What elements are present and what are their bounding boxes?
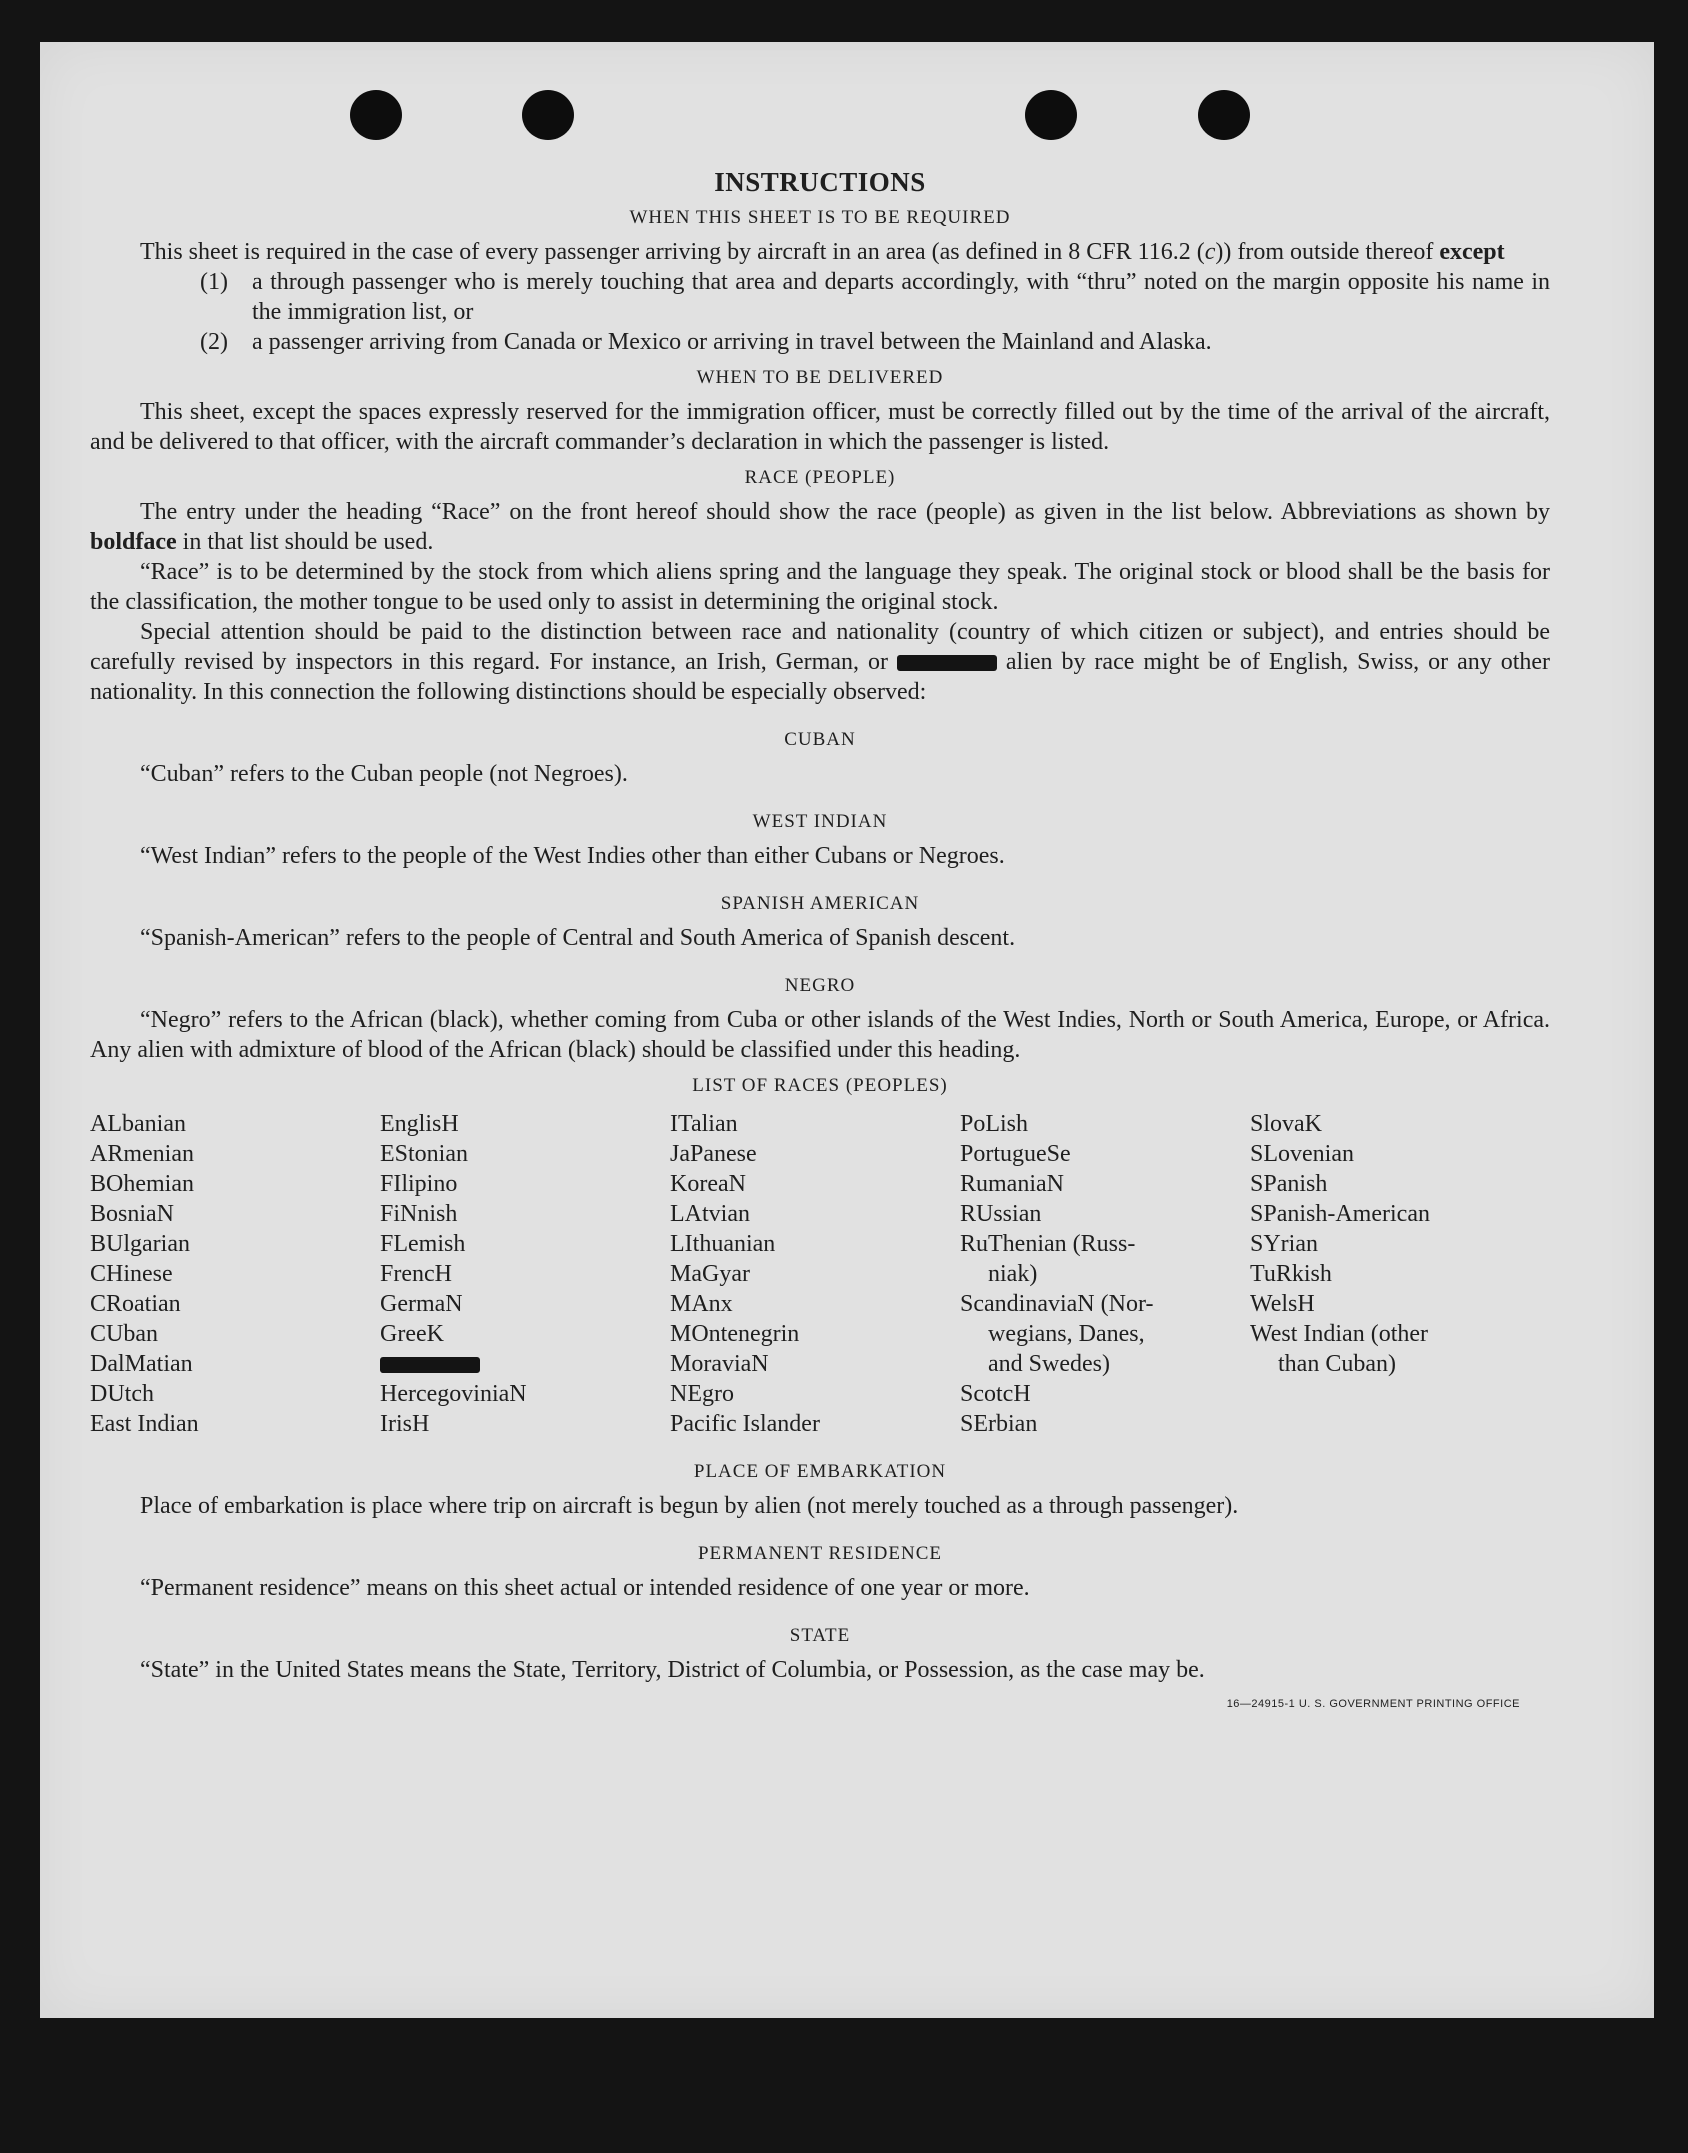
races-column xyxy=(960,1109,1250,1439)
race-entry: GermaN xyxy=(380,1291,463,1317)
race-entry: FrencH xyxy=(380,1261,452,1287)
race-entry: West Indian (other xyxy=(1250,1321,1429,1347)
race-entry: TuRkish xyxy=(1250,1261,1332,1287)
race-entry: WelsH xyxy=(1250,1291,1315,1317)
race-entry: SLovenian xyxy=(1250,1141,1354,1167)
punch-hole xyxy=(522,90,574,140)
race-entry: JaPanese xyxy=(670,1141,757,1167)
race-entry-continued: wegians, Danes, xyxy=(988,1321,1145,1347)
exception-item: (2) a passenger arriving from Canada or Mexico or arriving in travel between the Mainland and Alaska. xyxy=(200,329,1212,355)
required-intro: This sheet is required in the case of every passenger arriving by aircraft in an area (as defined in 8 CFR 116.2 (c)) from outside thereof except xyxy=(140,239,1505,265)
race-entry: KoreaN xyxy=(670,1171,746,1197)
race-entry: ScandinaviaN (Nor- xyxy=(960,1291,1154,1317)
section-heading-west-indian: WEST INDIAN xyxy=(752,811,888,832)
race-entry: DalMatian xyxy=(90,1351,193,1377)
race-entry: BUlgarian xyxy=(90,1231,190,1257)
race-entry: EStonian xyxy=(380,1141,468,1167)
races-column xyxy=(670,1109,960,1439)
race-entry: RuThenian (Russ- xyxy=(960,1231,1136,1257)
race-entry: BosniaN xyxy=(90,1201,174,1227)
page-title: INSTRUCTIONS xyxy=(714,167,926,197)
race-entry: MOntenegrin xyxy=(670,1321,800,1347)
race-entry: ITalian xyxy=(670,1111,738,1137)
race-entry: DUtch xyxy=(90,1381,154,1407)
section-heading-races-list: LIST OF RACES (PEOPLES) xyxy=(692,1075,948,1096)
races-column xyxy=(90,1109,380,1439)
race-entry: FiNnish xyxy=(380,1201,458,1227)
document-sheet xyxy=(40,42,1654,2018)
printer-footer xyxy=(90,1685,1550,1719)
race-entry: SErbian xyxy=(960,1411,1038,1437)
races-column xyxy=(1250,1109,1550,1439)
race-entry: IrisH xyxy=(380,1411,430,1437)
race-entry: CUban xyxy=(90,1321,158,1347)
section-heading-delivered: WHEN TO BE DELIVERED xyxy=(696,367,944,388)
cuban-text: “Cuban” refers to the Cuban people (not Negroes). xyxy=(140,761,628,787)
section-heading-residence: PERMANENT RESIDENCE xyxy=(697,1543,943,1564)
race-entry: CHinese xyxy=(90,1261,173,1287)
race-entry: GreeK xyxy=(380,1321,444,1347)
punch-hole xyxy=(1025,90,1077,140)
west-indian-text: “West Indian” refers to the people of the West Indies other than either Cubans or Negroes. xyxy=(140,843,1005,869)
section-heading-embarkation: PLACE OF EMBARKATION xyxy=(693,1461,947,1482)
race-entry: SPanish-American xyxy=(1250,1201,1430,1227)
section-heading-required: WHEN THIS SHEET IS TO BE REQUIRED xyxy=(629,207,1011,228)
state-text: “State” in the United States means the State, Territory, District of Columbia, or Possession, as the case may be. xyxy=(140,1657,1205,1683)
race-entry-continued: than Cuban) xyxy=(1278,1351,1396,1377)
race-entry: FLemish xyxy=(380,1231,466,1257)
race-paragraph-2: “Race” is to be determined by the stock from which aliens spring and the language they speak. The original stock or blood shall be the basis for the classification, the mother tongue to be used only to assist in determining the original stock. xyxy=(90,559,1550,615)
races-column xyxy=(380,1109,670,1439)
race-entry: EnglisH xyxy=(380,1111,459,1137)
race-entry: RumaniaN xyxy=(960,1171,1064,1197)
race-entry: SPanish xyxy=(1250,1171,1328,1197)
race-entry: NEgro xyxy=(670,1381,734,1407)
race-entry: HercegoviniaN xyxy=(380,1381,527,1407)
race-entry: LIthuanian xyxy=(670,1231,776,1257)
exception-item: (1) a through passenger who is merely touching that area and departs accordingly, with “thru” noted on the margin opposite his name in the immigration list, or xyxy=(200,269,1550,325)
race-entry: East Indian xyxy=(90,1411,199,1437)
race-entry: SYrian xyxy=(1250,1231,1318,1257)
residence-text: “Permanent residence” means on this sheet actual or intended residence of one year or more. xyxy=(140,1575,1030,1601)
race-entry: LAtvian xyxy=(670,1201,750,1227)
delivered-text: This sheet, except the spaces expressly reserved for the immigration officer, must be correctly filled out by the time of the arrival of the aircraft, and be delivered to that officer, with the aircraft commander’s declaration in which the passenger is listed. xyxy=(90,399,1550,455)
embarkation-text: Place of embarkation is place where trip on aircraft is begun by alien (not merely touched as a through passenger). xyxy=(140,1493,1239,1519)
race-entry: PortugueSe xyxy=(960,1141,1071,1167)
instructions-content xyxy=(90,167,1550,1719)
spanish-american-text: “Spanish-American” refers to the people of Central and South America of Spanish descent. xyxy=(140,925,1016,951)
punch-hole xyxy=(1198,90,1250,140)
section-heading-race: RACE (PEOPLE) xyxy=(744,467,896,488)
printer-imprint: 16—24915-1 U. S. GOVERNMENT PRINTING OFFICE xyxy=(1226,1698,1520,1710)
race-entry: MaGyar xyxy=(670,1261,750,1287)
redaction-mark xyxy=(380,1357,480,1373)
race-entry: CRoatian xyxy=(90,1291,181,1317)
race-entry: SlovaK xyxy=(1250,1111,1322,1137)
race-entry: ARmenian xyxy=(90,1141,194,1167)
race-entry: ScotcH xyxy=(960,1381,1031,1407)
race-entry-continued: and Swedes) xyxy=(988,1351,1110,1377)
race-entry: PoLish xyxy=(960,1111,1029,1137)
race-entry: MoraviaN xyxy=(670,1351,769,1377)
section-heading-cuban: CUBAN xyxy=(784,729,856,750)
race-paragraph-1: The entry under the heading “Race” on the front hereof should show the race (people) as given in the list below. Abbreviations as shown by boldface in that list should be used. xyxy=(90,499,1550,555)
negro-text: “Negro” refers to the African (black), whether coming from Cuba or other islands of the West Indies, North or South America, Europe, or Africa. Any alien with admixture of blood of the African (black) should be classified under this heading. xyxy=(90,1007,1550,1063)
race-paragraph-3: Special attention should be paid to the distinction between race and nationality (country of which citizen or subject), and entries should be carefully revised by inspectors in this regard. For instance, an Irish, German, or alien by race might be of English, Swiss, or any other nationality. In this connection the following distinctions should be especially observed: xyxy=(90,619,1551,705)
section-heading-spanish-american: SPANISH AMERICAN xyxy=(720,893,920,914)
punch-hole xyxy=(350,90,402,140)
section-heading-negro: NEGRO xyxy=(784,975,856,996)
race-entry: BOhemian xyxy=(90,1171,194,1197)
race-entry: Pacific Islander xyxy=(670,1411,820,1437)
race-entry: RUssian xyxy=(960,1201,1042,1227)
race-entry: FIlipino xyxy=(380,1171,458,1197)
section-heading-state: STATE xyxy=(789,1625,851,1646)
race-entry-redacted xyxy=(380,1349,670,1379)
race-entry: MAnx xyxy=(670,1291,733,1317)
state-footer xyxy=(90,1655,1550,1685)
race-entry-continued: niak) xyxy=(988,1261,1038,1287)
races-list xyxy=(90,1109,1550,1439)
race-entry: ALbanian xyxy=(90,1111,186,1137)
redaction-mark xyxy=(897,655,997,671)
